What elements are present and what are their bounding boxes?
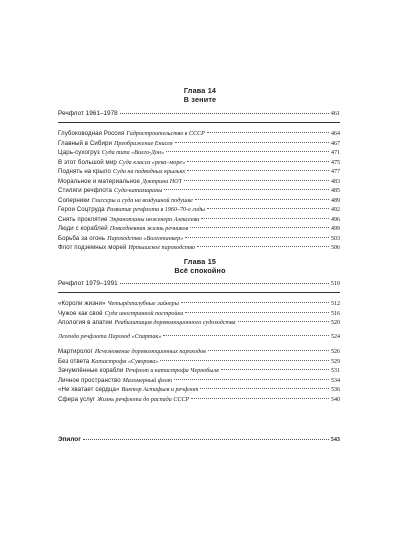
part-heading[interactable] bbox=[58, 110, 340, 118]
entry-heading: Сфера услуг bbox=[58, 395, 96, 403]
page-number: 526 bbox=[331, 349, 340, 355]
entry-subtitle: Виктор Астафьев и речфлот bbox=[121, 387, 199, 393]
entry-subtitle: Пароходство «Волготанкер» bbox=[107, 235, 184, 242]
leader-dots bbox=[197, 246, 329, 247]
chapter-14-entries bbox=[58, 129, 340, 253]
leader-dots bbox=[201, 218, 329, 219]
part-heading[interactable] bbox=[58, 280, 340, 288]
entry-subtitle: Иртышское пароходство bbox=[128, 245, 195, 251]
toc-entry[interactable] bbox=[58, 148, 340, 158]
page-number: 536 bbox=[331, 387, 340, 393]
toc-entry[interactable] bbox=[58, 347, 340, 357]
toc-entry[interactable] bbox=[58, 186, 340, 196]
toc-entry[interactable] bbox=[58, 234, 340, 244]
toc-entry[interactable] bbox=[58, 167, 340, 177]
part-divider bbox=[58, 122, 340, 123]
toc-entry[interactable] bbox=[58, 395, 340, 405]
entry-heading: Герои Соцтруда bbox=[58, 206, 105, 213]
leader-dots bbox=[120, 113, 329, 114]
toc-entry[interactable] bbox=[58, 366, 340, 376]
page-number: 496 bbox=[331, 216, 340, 223]
entry-heading: Глубоководная Россия bbox=[58, 130, 125, 137]
epilog-title: Эпилог bbox=[58, 436, 81, 443]
entry-subtitle: Экранопланы инженера Алексеева bbox=[109, 216, 200, 223]
entry-subtitle: Маломерный флот bbox=[122, 377, 173, 384]
chapter-number: Глава 14 bbox=[183, 86, 217, 95]
leader-dots bbox=[185, 237, 329, 238]
page-number: 503 bbox=[331, 235, 340, 242]
leader-dots bbox=[174, 379, 329, 380]
entry-heading: «Не хватает сердца» bbox=[58, 386, 120, 393]
part-divider bbox=[58, 292, 340, 293]
entry-heading: Снять проклятие bbox=[58, 215, 108, 223]
page-number: 477 bbox=[331, 169, 340, 175]
entry-heading: Борьба за огонь bbox=[58, 234, 106, 242]
part-title: Речфлот 1961–1978 bbox=[58, 110, 118, 117]
toc-entry[interactable] bbox=[58, 309, 340, 319]
chapter-14-heading bbox=[0, 86, 400, 104]
entry-subtitle: Гидростроительство в СССР bbox=[126, 131, 205, 137]
entry-heading: Моральное и материальное bbox=[58, 177, 140, 185]
page-number: 531 bbox=[331, 368, 340, 374]
entry-title bbox=[58, 318, 236, 329]
toc-entry[interactable] bbox=[58, 139, 340, 149]
leader-dots bbox=[120, 283, 329, 284]
toc-entry[interactable] bbox=[58, 158, 340, 168]
chapter-title: Всё спокойно bbox=[174, 266, 226, 275]
page-number: 543 bbox=[330, 436, 340, 443]
entry-heading: Без ответа bbox=[58, 357, 90, 365]
entry-heading: Поднять на крыло bbox=[58, 168, 112, 175]
leader-dots bbox=[160, 360, 329, 361]
part-title: Речфлот 1979–1991 bbox=[58, 280, 118, 287]
entry-subtitle: Исчезновение дореволюционных пароходов bbox=[94, 349, 206, 355]
entry-subtitle: Суда класса «река–море» bbox=[118, 159, 186, 166]
toc-entry[interactable] bbox=[58, 224, 340, 234]
entry-subtitle: Легенда речфлота Пароход «Спартак» bbox=[58, 333, 162, 340]
entry-title bbox=[58, 243, 195, 254]
page-number: 485 bbox=[331, 188, 340, 194]
page-number: 512 bbox=[331, 301, 340, 307]
entry-heading: Стиляги речфлота bbox=[58, 187, 112, 194]
entry-heading: Чужое как своё bbox=[58, 309, 103, 317]
page-number: 510 bbox=[330, 280, 340, 287]
chapter-15-heading bbox=[0, 257, 400, 275]
toc-entry[interactable] bbox=[58, 196, 340, 206]
entry-subtitle: Четырёхпалубные лайнеры bbox=[107, 301, 179, 307]
entry-heading: «Короли жизни» bbox=[58, 300, 106, 307]
page-number: 516 bbox=[331, 310, 340, 317]
page-number: 483 bbox=[331, 178, 340, 185]
entry-heading: Апология в апатии bbox=[58, 319, 113, 326]
toc-entry[interactable] bbox=[58, 299, 340, 309]
page-number: 475 bbox=[331, 159, 340, 166]
leader-dots bbox=[200, 388, 329, 389]
entry-subtitle: Глиссеры и суда на воздушной подушке bbox=[91, 197, 193, 204]
entry-title bbox=[58, 395, 189, 406]
page-number: 471 bbox=[331, 150, 340, 156]
page-number: 520 bbox=[331, 320, 340, 326]
leader-dots bbox=[83, 439, 329, 440]
page-number: 464 bbox=[331, 131, 340, 137]
leader-dots bbox=[208, 350, 329, 351]
chapter-title: В зените bbox=[183, 95, 217, 104]
leader-dots bbox=[238, 321, 329, 322]
leader-dots bbox=[164, 189, 329, 190]
entry-subtitle: Развитие речфлота в 1960–70-е годы bbox=[106, 207, 205, 213]
chapter-number: Глава 15 bbox=[183, 257, 217, 266]
chapter-15-entries bbox=[58, 299, 340, 404]
leader-dots bbox=[166, 151, 329, 152]
leader-dots bbox=[185, 312, 329, 313]
entry-heading: Царь-сухогруз bbox=[58, 149, 100, 156]
entry-heading: Зачумлённые корабли bbox=[58, 367, 124, 374]
entry-subtitle: Доктрина НОТ bbox=[142, 178, 182, 185]
entry-heading: Флот подземных морей bbox=[58, 244, 127, 251]
toc-entry[interactable] bbox=[58, 243, 340, 253]
leader-dots bbox=[195, 199, 329, 200]
entry-title bbox=[58, 333, 161, 343]
page-number: 461 bbox=[330, 110, 340, 117]
leader-dots bbox=[187, 161, 329, 162]
page-number: 540 bbox=[331, 396, 340, 403]
leader-dots bbox=[207, 132, 329, 133]
leader-dots bbox=[190, 227, 329, 228]
page-number: 492 bbox=[331, 207, 340, 213]
leader-dots bbox=[207, 208, 329, 209]
toc-entry[interactable] bbox=[58, 205, 340, 215]
page-number: 524 bbox=[331, 333, 340, 340]
entry-subtitle: Преображение Енисея bbox=[114, 140, 173, 147]
chapter-14-section bbox=[58, 110, 340, 253]
entry-heading: Главный в Сибири bbox=[58, 139, 113, 147]
entry-subtitle: Катастрофа «Суворова» bbox=[91, 358, 159, 365]
page-number: 489 bbox=[331, 197, 340, 204]
entry-subtitle: Речфлот и катастрофа Чернобыля bbox=[125, 368, 219, 374]
epilog-entry[interactable] bbox=[58, 436, 340, 444]
leader-dots bbox=[187, 170, 329, 171]
entry-heading: В этот большой мир bbox=[58, 158, 117, 166]
entry-heading: Мартиролог bbox=[58, 348, 93, 355]
entry-subtitle: Суда типа «Волго-Дон» bbox=[101, 150, 165, 156]
leader-dots bbox=[181, 302, 329, 303]
toc-entry[interactable] bbox=[58, 177, 340, 187]
entry-subtitle: Суда на подводных крыльях bbox=[113, 169, 186, 175]
toc-entry[interactable] bbox=[58, 357, 340, 367]
toc-entry[interactable] bbox=[58, 129, 340, 139]
leader-dots bbox=[221, 369, 329, 370]
page-number: 467 bbox=[331, 140, 340, 147]
entry-heading: Люди с кораблей bbox=[58, 225, 108, 232]
entry-subtitle: Реабилитация дореволюционного судоходства bbox=[114, 320, 236, 326]
toc-entry[interactable] bbox=[58, 318, 340, 328]
toc-entry[interactable] bbox=[58, 215, 340, 225]
page-number: 506 bbox=[331, 245, 340, 251]
entry-subtitle: Суда-катамараны bbox=[114, 188, 163, 194]
leader-dots bbox=[184, 180, 329, 181]
chapter-15-section bbox=[58, 280, 340, 404]
leader-dots bbox=[175, 142, 329, 143]
toc-entry[interactable] bbox=[58, 385, 340, 395]
page-number: 499 bbox=[331, 226, 340, 232]
page-number: 529 bbox=[331, 358, 340, 365]
leader-dots bbox=[191, 398, 329, 399]
entry-subtitle: Жизнь речфлота до распада СССР bbox=[97, 396, 190, 403]
leader-dots bbox=[163, 335, 329, 336]
entry-heading: Личное пространство bbox=[58, 376, 121, 384]
entry-heading: Соперники bbox=[58, 196, 90, 204]
entry-subtitle: Повседневная жизнь речников bbox=[109, 226, 189, 232]
page-number: 534 bbox=[331, 377, 340, 384]
toc-entry[interactable] bbox=[58, 333, 340, 343]
toc-entry[interactable] bbox=[58, 376, 340, 386]
entry-subtitle: Суда иностранной постройки bbox=[104, 310, 184, 317]
